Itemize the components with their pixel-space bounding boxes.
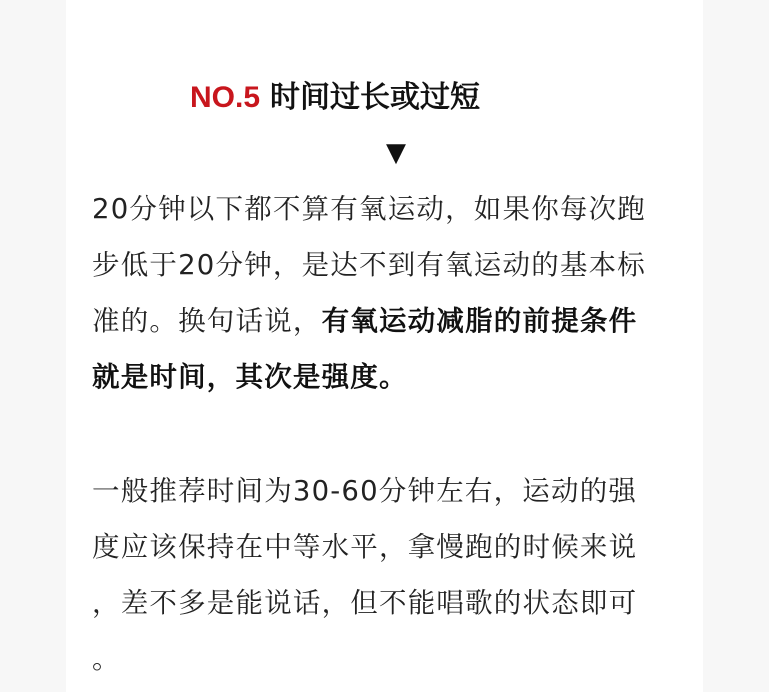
paragraph-line: 一般推荐时间为30-60分钟左右，运动的强 bbox=[92, 475, 638, 507]
section-title: 时间过长或过短 bbox=[270, 80, 481, 115]
section-heading bbox=[190, 76, 480, 120]
paragraph-line bbox=[92, 293, 722, 349]
paragraph-line: 。 bbox=[92, 643, 121, 675]
emphasis-line: 就是时间，其次是强度。 bbox=[92, 361, 408, 393]
paragraph-recommendation bbox=[92, 463, 722, 687]
section-number: NO.5 bbox=[190, 81, 261, 114]
paragraph-line: 20分钟以下都不算有氧运动，如果你每次跑 bbox=[92, 193, 646, 225]
emphasis-text: 有氧运动减脂的前提条件 bbox=[321, 305, 638, 337]
down-arrow-icon: ▼ bbox=[386, 138, 406, 168]
paragraph-line: 步低于20分钟，是达不到有氧运动的基本标 bbox=[92, 249, 646, 281]
paragraph-text: 准的。换句话说， bbox=[92, 305, 322, 337]
left-margin bbox=[0, 0, 66, 692]
paragraph-line: 度应该保持在中等水平，拿慢跑的时候来说 bbox=[92, 531, 638, 563]
paragraph-duration bbox=[92, 181, 722, 405]
paragraph-line: ，差不多是能说话，但不能唱歌的状态即可 bbox=[92, 587, 638, 619]
